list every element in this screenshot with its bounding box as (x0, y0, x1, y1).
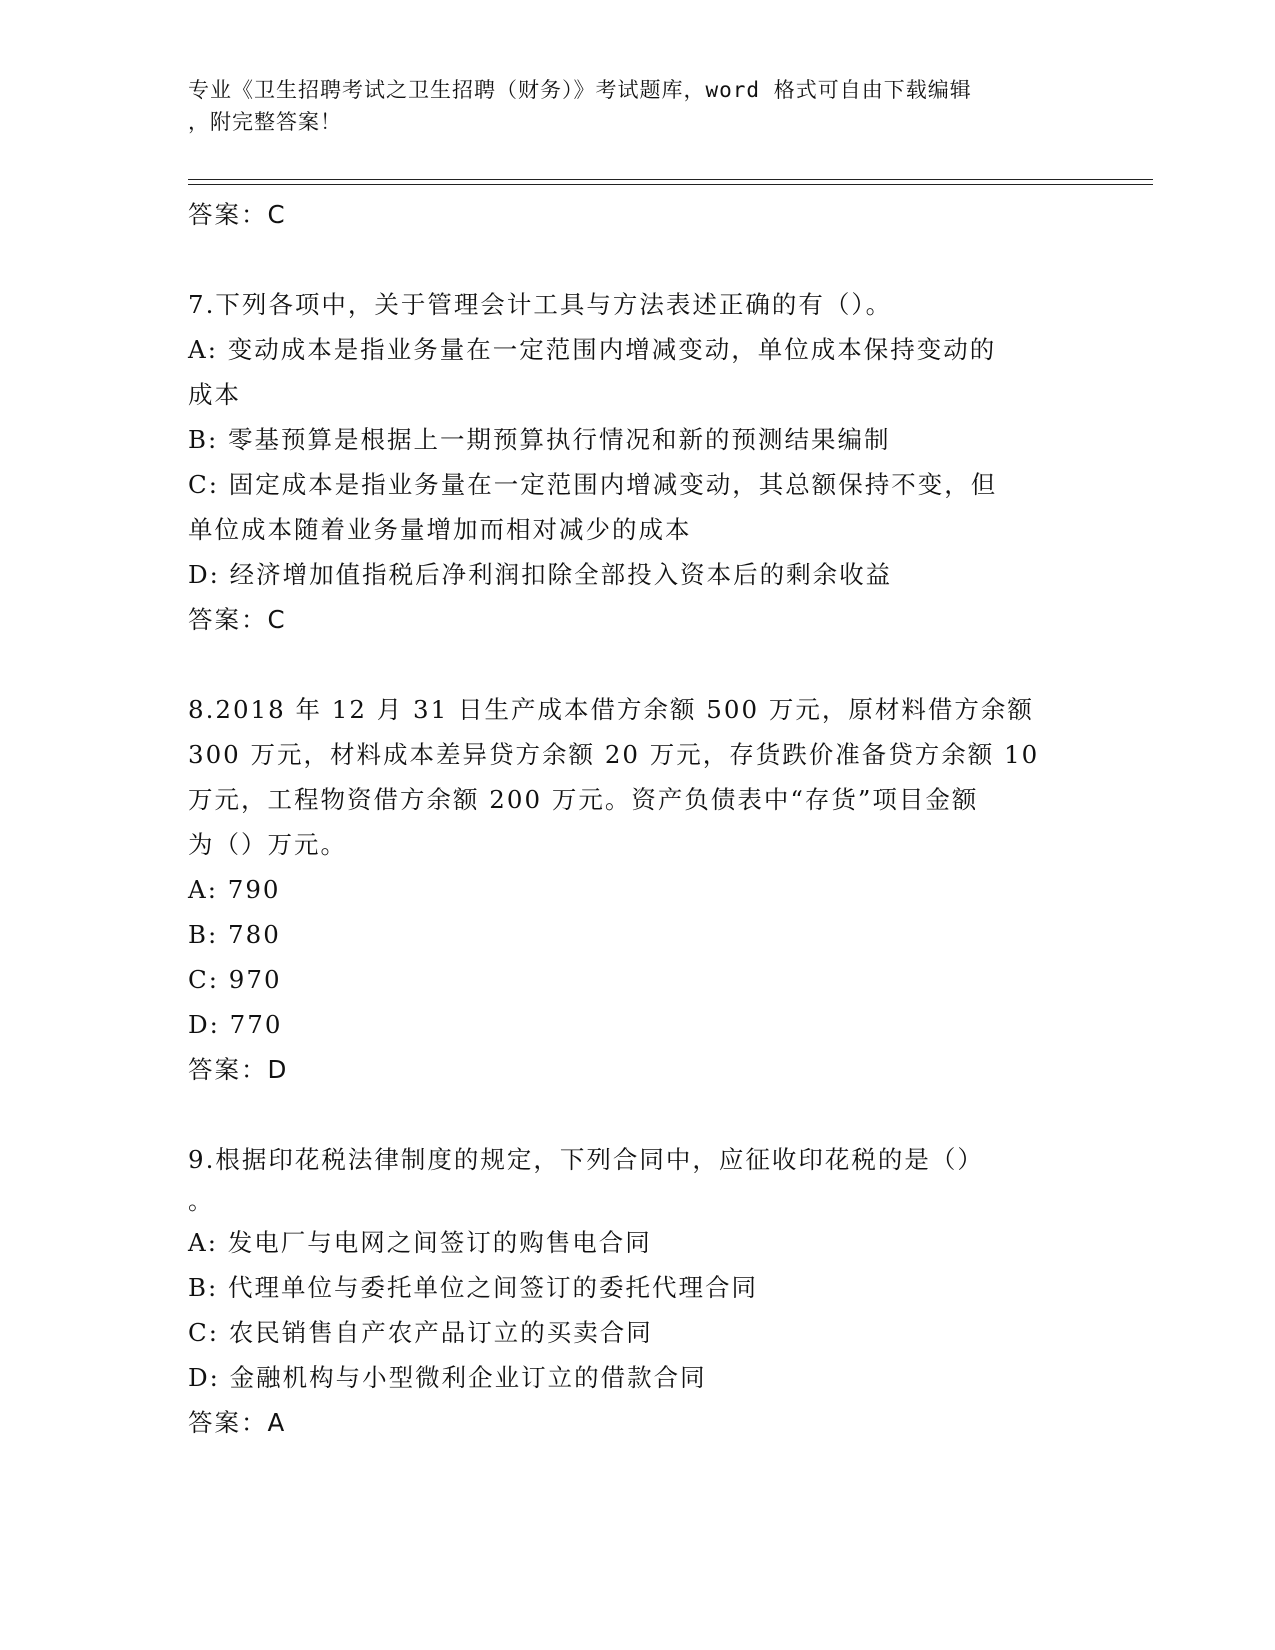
question-7-option-c: C: 固定成本是指业务量在一定范围内增减变动，其总额保持不变，但 (188, 470, 998, 499)
answer-previous: 答案：C (188, 200, 287, 229)
question-8-option-b: B: 780 (188, 920, 281, 949)
question-7-option-b: B: 零基预算是根据上一期预算执行情况和新的预测结果编制 (188, 425, 891, 454)
document-body (188, 192, 1088, 1445)
question-7-option-c-cont: 单位成本随着业务量增加而相对减少的成本 (188, 515, 692, 544)
question-7 (188, 282, 1088, 642)
question-7-option-a-cont: 成本 (188, 380, 241, 409)
header-rule-bottom (188, 184, 1153, 185)
spacer (188, 642, 1088, 687)
question-9-option-a: A: 发电厂与电网之间签订的购售电合同 (188, 1228, 652, 1257)
spacer (188, 237, 1088, 282)
document-header (188, 74, 1088, 138)
question-8-stem-3: 万元，工程物资借方余额 200 万元。资产负债表中“存货”项目金额 (188, 785, 979, 814)
question-7-option-d: D: 经济增加值指税后净利润扣除全部投入资本后的剩余收益 (188, 560, 893, 589)
question-9-option-d: D: 金融机构与小型微利企业订立的借款合同 (188, 1363, 707, 1392)
header-line-2: ，附完整答案！ (188, 110, 342, 134)
header-rule-top (188, 179, 1153, 180)
question-8-answer: 答案：D (188, 1055, 289, 1084)
question-7-answer: 答案：C (188, 605, 287, 634)
question-7-option-a: A: 变动成本是指业务量在一定范围内增减变动，单位成本保持变动的 (188, 335, 997, 364)
question-8-option-a: A: 790 (188, 875, 281, 904)
question-8 (188, 687, 1088, 1092)
question-8-option-c: C: 970 (188, 965, 282, 994)
question-7-stem: 7.下列各项中，关于管理会计工具与方法表述正确的有（）。 (188, 290, 893, 319)
question-9-option-b: B: 代理单位与委托单位之间签订的委托代理合同 (188, 1273, 759, 1302)
question-9-option-c: C: 农民销售自产农产品订立的买卖合同 (188, 1318, 653, 1347)
question-9-answer: 答案：A (188, 1408, 287, 1437)
question-9 (188, 1137, 1088, 1445)
spacer (188, 1092, 1088, 1137)
question-8-stem-2: 300 万元，材料成本差异贷方余额 20 万元，存货跌价准备贷方余额 10 (188, 740, 1040, 769)
question-9-stem-2: 。 (188, 1187, 214, 1215)
question-8-option-d: D: 770 (188, 1010, 283, 1039)
question-8-stem-4: 为（）万元。 (188, 830, 347, 859)
question-8-stem-1: 8.2018 年 12 月 31 日生产成本借方余额 500 万元，原材料借方余额 (188, 695, 1034, 724)
header-line-1: 专业《卫生招聘考试之卫生招聘（财务）》考试题库，word 格式可自由下载编辑 (188, 78, 972, 102)
question-9-stem-1: 9.根据印花税法律制度的规定，下列合同中，应征收印花税的是（） (188, 1145, 984, 1174)
